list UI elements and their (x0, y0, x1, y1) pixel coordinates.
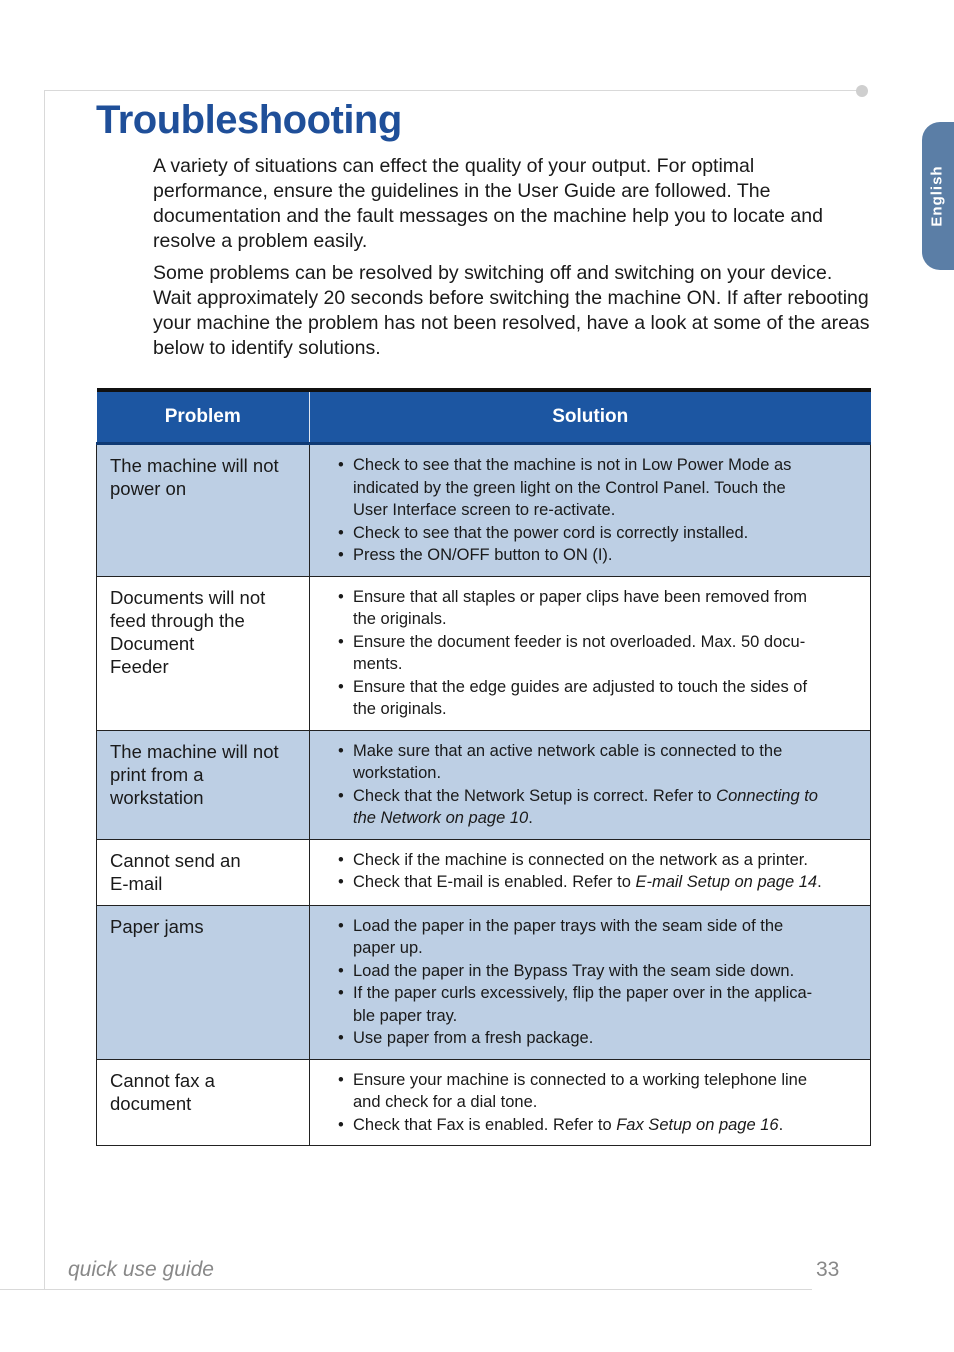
bullet-icon: • (338, 456, 344, 474)
solution-item (338, 785, 860, 830)
problem-cell (97, 730, 310, 839)
solution-text: Check to see that the power cord is correctly installed. (353, 523, 749, 542)
solution-text: Ensure your machine is connected to a working telephone line (353, 1070, 808, 1089)
bullet-icon: • (338, 961, 344, 980)
solution-text: the originals. (353, 610, 447, 628)
intro-paragraph: Some problems can be resolved by switching off and switching on your device. Wait approximately 20 seconds before switching the machine ON. If after rebooting your machine the problem has not been resolved, have a look at some of the areas below to identify solutions. (153, 262, 870, 359)
column-header-problem: Problem (97, 390, 310, 444)
bullet-icon: • (338, 916, 344, 935)
problem-cell (97, 905, 310, 1059)
solution-cell (310, 444, 871, 577)
footer-page-number: 33 (816, 1258, 840, 1281)
cross-reference-link[interactable]: the Network on page 10 (353, 809, 529, 827)
solution-text: If the paper curls excessively, flip the paper over in the applica- (353, 984, 813, 1002)
bullet-icon: • (338, 850, 344, 869)
page-title: Troubleshooting (96, 98, 402, 142)
problem-line: E-mail (110, 872, 163, 894)
frame-top-rule (44, 90, 862, 91)
solution-item (338, 631, 860, 676)
problem-line: workstation (110, 786, 204, 808)
problem-line: print from a (110, 763, 204, 785)
column-header-solution: Solution (310, 390, 871, 444)
solution-text: Check to see that the machine is not in Low Power Mode as (353, 456, 792, 474)
solution-item (338, 454, 860, 522)
bullet-icon: • (338, 984, 344, 1002)
solution-text: paper up. (353, 939, 423, 957)
cross-reference-link[interactable]: E-mail Setup on page 14 (635, 873, 818, 891)
solution-item (338, 522, 860, 545)
problem-line: Cannot fax a (110, 1069, 215, 1091)
problem-line: Documents will not (110, 586, 266, 608)
intro-text (153, 154, 873, 368)
language-tab-label: English (928, 165, 946, 227)
table-row (97, 576, 871, 730)
solution-item (338, 1114, 860, 1137)
problem-cell (97, 444, 310, 577)
solution-text: and check for a dial tone. (353, 1093, 538, 1111)
solution-cell (310, 730, 871, 839)
solution-cell (310, 905, 871, 1059)
solution-item (338, 915, 860, 960)
solution-text: Load the paper in the paper trays with the seam side of the (353, 916, 784, 935)
solution-text: Check that the Network Setup is correct. Refer to (353, 786, 717, 805)
solution-text: Use paper from a fresh package. (353, 1029, 594, 1047)
corner-dot (856, 85, 868, 97)
bullet-icon: • (338, 587, 344, 606)
solution-text: Check if the machine is connected on the network as a printer. (353, 850, 808, 869)
solution-item (338, 982, 860, 1027)
problem-line: document (110, 1092, 192, 1114)
solution-text: . (778, 1115, 784, 1134)
bullet-icon: • (338, 523, 344, 542)
table-row (97, 1059, 871, 1146)
problem-line: power on (110, 478, 187, 499)
troubleshooting-table (96, 388, 871, 1146)
problem-line: The machine will not (110, 455, 279, 476)
solution-item (338, 544, 860, 567)
intro-paragraph: A variety of situations can effect the quality of your output. For optimal performance, ensure the guidelines in the User Guide are followed. The documentation and the fault messages on the machine help you to locate and resolve a problem easily. (153, 155, 823, 252)
bullet-icon: • (338, 1070, 344, 1089)
solution-text: Make sure that an active network cable is connected to the (353, 741, 783, 760)
problem-line: Feeder (110, 655, 169, 677)
solution-text: . (817, 873, 822, 891)
bullet-icon: • (338, 546, 344, 564)
solution-text: workstation. (353, 764, 442, 782)
solution-cell (310, 839, 871, 905)
problem-line: The machine will not (110, 740, 279, 762)
solution-text: Press the ON/OFF button to ON (I). (353, 546, 613, 564)
solution-cell (310, 1059, 871, 1146)
bullet-icon: • (338, 632, 344, 651)
solution-item (338, 740, 860, 785)
solution-item (338, 676, 860, 721)
cross-reference-link[interactable]: Fax Setup on page 16 (616, 1115, 779, 1134)
solution-item (338, 871, 860, 894)
bullet-icon: • (338, 1029, 344, 1047)
table-row (97, 730, 871, 839)
problem-line: Paper jams (110, 915, 204, 937)
solution-text: indicated by the green light on the Control Panel. Touch the (353, 478, 786, 497)
frame-bottom-rule (0, 1289, 812, 1290)
table-row (97, 444, 871, 577)
solution-text: ble paper tray. (353, 1006, 458, 1025)
solution-text: . (528, 809, 533, 827)
solution-text: Check that E-mail is enabled. Refer to (353, 873, 636, 891)
bullet-icon: • (338, 786, 344, 805)
frame-left-rule (44, 90, 45, 1290)
solution-cell (310, 576, 871, 730)
solution-text: Ensure that the edge guides are adjusted to touch the sides of (353, 677, 808, 696)
bullet-icon: • (338, 677, 344, 696)
bullet-icon: • (338, 873, 344, 891)
table-row (97, 905, 871, 1059)
bullet-icon: • (338, 741, 344, 760)
solution-item (338, 960, 860, 983)
footer-guide-name: quick use guide (68, 1258, 214, 1281)
solution-text: Ensure that all staples or paper clips have been removed from (353, 587, 807, 606)
language-tab[interactable] (922, 122, 954, 270)
solution-item (338, 1027, 860, 1050)
table-row (97, 839, 871, 905)
solution-text: the originals. (353, 700, 447, 718)
solution-item (338, 586, 860, 631)
solution-text: Check that Fax is enabled. Refer to (353, 1115, 617, 1134)
solution-text: Load the paper in the Bypass Tray with the seam side down. (353, 961, 795, 980)
solution-text: Ensure the document feeder is not overloaded. Max. 50 docu- (353, 632, 806, 651)
problem-line: Cannot send an (110, 849, 241, 871)
problem-cell (97, 1059, 310, 1146)
solution-text: User Interface screen to re-activate. (353, 501, 616, 519)
solution-text: ments. (353, 655, 403, 673)
table-header-row (97, 390, 871, 444)
problem-line: Document (110, 632, 195, 654)
bullet-icon: • (338, 1115, 344, 1134)
problem-cell (97, 839, 310, 905)
solution-item (338, 1069, 860, 1114)
problem-cell (97, 576, 310, 730)
problem-line: feed through the (110, 609, 245, 631)
solution-item (338, 849, 860, 872)
cross-reference-link[interactable]: Connecting to (716, 786, 818, 805)
